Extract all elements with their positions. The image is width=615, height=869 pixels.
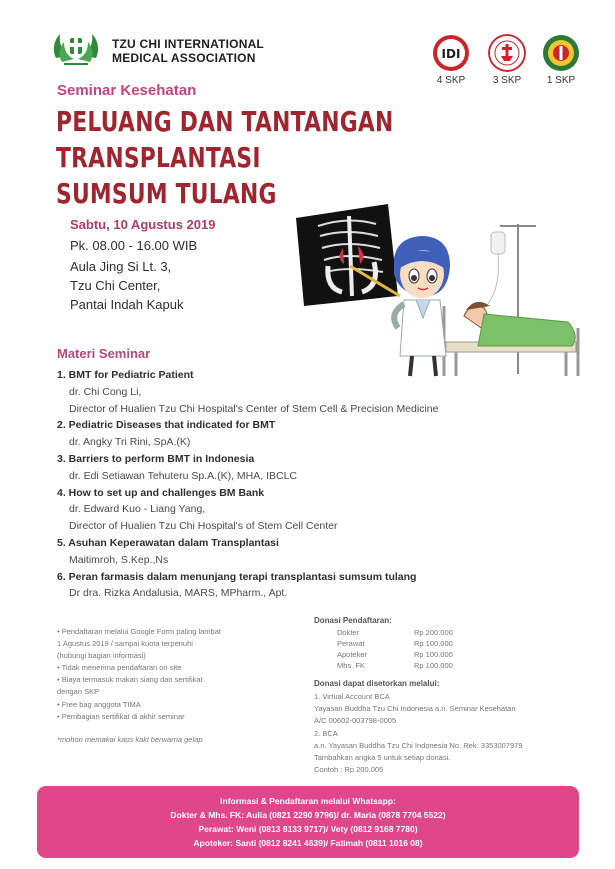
- payment-line-1: 1. Virtual Account BCA: [314, 692, 390, 701]
- fee-amount-dokter: Rp 200.000: [414, 628, 453, 637]
- materi-item-6-speaker: Dr dra. Rizka Andalusia, MARS, MPharm., Apt.: [69, 587, 288, 599]
- event-venue-line2: Tzu Chi Center,: [70, 278, 161, 293]
- note-footer: *mohon memakai kaos kaki berwarna gelap: [57, 735, 203, 744]
- fees-heading: Donasi Pendaftaran:: [314, 616, 392, 625]
- note-line-5: • Biaya termasuk makan siang dan sertifikat: [57, 675, 203, 684]
- event-venue-line1: Aula Jing Si Lt. 3,: [70, 259, 172, 274]
- materi-item-3-title: 3. Barriers to perform BMT in Indonesia: [57, 453, 255, 465]
- skp-ppni: 3 SKP: [492, 75, 522, 86]
- fee-amount-mhs: Rp 100.000: [414, 661, 453, 670]
- payment-heading: Donasi dapat disetorkan melalui:: [314, 679, 440, 688]
- materi-heading: Materi Seminar: [57, 346, 151, 361]
- org-name-line1: TZU CHI INTERNATIONAL: [112, 37, 264, 51]
- fee-label-perawat: Perawat: [337, 639, 365, 648]
- tima-logo-icon: [50, 28, 102, 68]
- event-time: Pk. 08.00 - 16.00 WIB: [70, 238, 198, 253]
- note-line-1: • Pendaftaran melalui Google Form paling lambat: [57, 627, 221, 636]
- event-venue-line3: Pantai Indah Kapuk: [70, 297, 184, 312]
- note-line-7: • Free bag anggota TIMA: [57, 700, 141, 709]
- materi-item-1-speaker: dr. Chi Cong Li,: [69, 386, 142, 398]
- contact-line-nurse: Perawat: Weni (0813 8133 9717)/ Vety (0812 9168 7780): [198, 824, 418, 834]
- event-title-line1: PELUANG DAN TANTANGAN: [56, 105, 394, 138]
- skp-iai: 1 SKP: [546, 75, 576, 86]
- materi-item-5-speaker: Maitimroh, S.Kep.,Ns: [69, 554, 169, 566]
- contact-heading: Informasi & Pendaftaran melalui Whatsapp:: [220, 796, 396, 806]
- materi-item-2-title: 2. Pediatric Diseases that indicated for BMT: [57, 419, 276, 431]
- skp-idi: 4 SKP: [436, 75, 466, 86]
- payment-line-3: A/C 00602-003798-0005: [314, 716, 397, 725]
- materi-item-6-title: 6. Peran farmasis dalam menunjang terapi transplantasi sumsum tulang: [57, 571, 417, 583]
- iai-logo-icon: [542, 34, 580, 72]
- payment-line-4: 2. BCA: [314, 729, 338, 738]
- payment-line-7: Contoh : Rp 200.005: [314, 765, 384, 774]
- note-line-2: 1 Agustus 2019 / sampai kuota terpenuhi: [57, 639, 193, 648]
- fee-label-dokter: Dokter: [337, 628, 360, 637]
- contact-line-doctor: Dokter & Mhs. FK: Aulia (0821 2290 9796)/ dr. Maria (0878 7704 5522): [170, 810, 446, 820]
- note-line-3: (hubungi bagian informasi): [57, 651, 146, 660]
- payment-line-6: Tambahkan angka 5 untuk setiap donasi.: [314, 753, 451, 762]
- doctor-character-icon: [394, 236, 450, 376]
- fee-amount-perawat: Rp 100.000: [414, 639, 453, 648]
- event-category: Seminar Kesehatan: [57, 82, 197, 99]
- note-line-4: • Tidak menerima pendaftaran on site: [57, 663, 182, 672]
- org-name-line2: MEDICAL ASSOCIATION: [112, 51, 256, 65]
- org-name: [112, 37, 264, 65]
- hospital-bed-icon: [444, 302, 578, 376]
- xray-board-icon: [296, 204, 398, 306]
- payment-line-2: Yayasan Buddha Tzu Chi Indonesia a.n. Seminar Kesehatan: [314, 704, 516, 713]
- materi-item-4-speaker: dr. Edward Kuo - Liang Yang,: [69, 503, 206, 515]
- event-title-line2: TRANSPLANTASI: [56, 141, 261, 174]
- contact-line-pharmacist: Apoteker: Santi (0812 8241 4639)/ Fatimah (0811 1016 08): [193, 838, 423, 848]
- doctor-patient-illustration: [288, 196, 588, 386]
- fee-label-apoteker: Apoteker: [337, 650, 368, 659]
- materi-item-1-role: Director of Hualien Tzu Chi Hospital's Center of Stem Cell & Precision Medicine: [69, 403, 439, 415]
- payment-line-5: a.n. Yayasan Buddha Tzu Chi Indonesia No. Rek. 3353007979: [314, 741, 523, 750]
- svg-text:IDI: IDI: [441, 47, 461, 61]
- materi-item-1-title: 1. BMT for Pediatric Patient: [57, 369, 194, 381]
- event-date: Sabtu, 10 Agustus 2019: [70, 217, 216, 232]
- event-title-line3: SUMSUM TULANG: [56, 177, 277, 210]
- materi-item-4-role: Director of Hualien Tzu Chi Hospital's of Stem Cell Center: [69, 520, 338, 532]
- note-line-8: • Pembagian sertifikat di akhir seminar: [57, 712, 185, 721]
- idi-logo-icon: [432, 34, 470, 72]
- note-line-6: dengan SKP: [57, 687, 100, 696]
- fee-label-mhs: Mhs. FK: [337, 661, 365, 670]
- materi-item-2-speaker: dr. Angky Tri Rini, SpA.(K): [69, 436, 191, 448]
- materi-item-4-title: 4. How to set up and challenges BM Bank: [57, 487, 265, 499]
- materi-item-3-speaker: dr. Edi Setiawan Tehuteru Sp.A.(K), MHA, IBCLC: [69, 470, 297, 482]
- ppni-logo-icon: [488, 34, 526, 72]
- fee-amount-apoteker: Rp 100.000: [414, 650, 453, 659]
- materi-item-5-title: 5. Asuhan Keperawatan dalam Transplantasi: [57, 537, 279, 549]
